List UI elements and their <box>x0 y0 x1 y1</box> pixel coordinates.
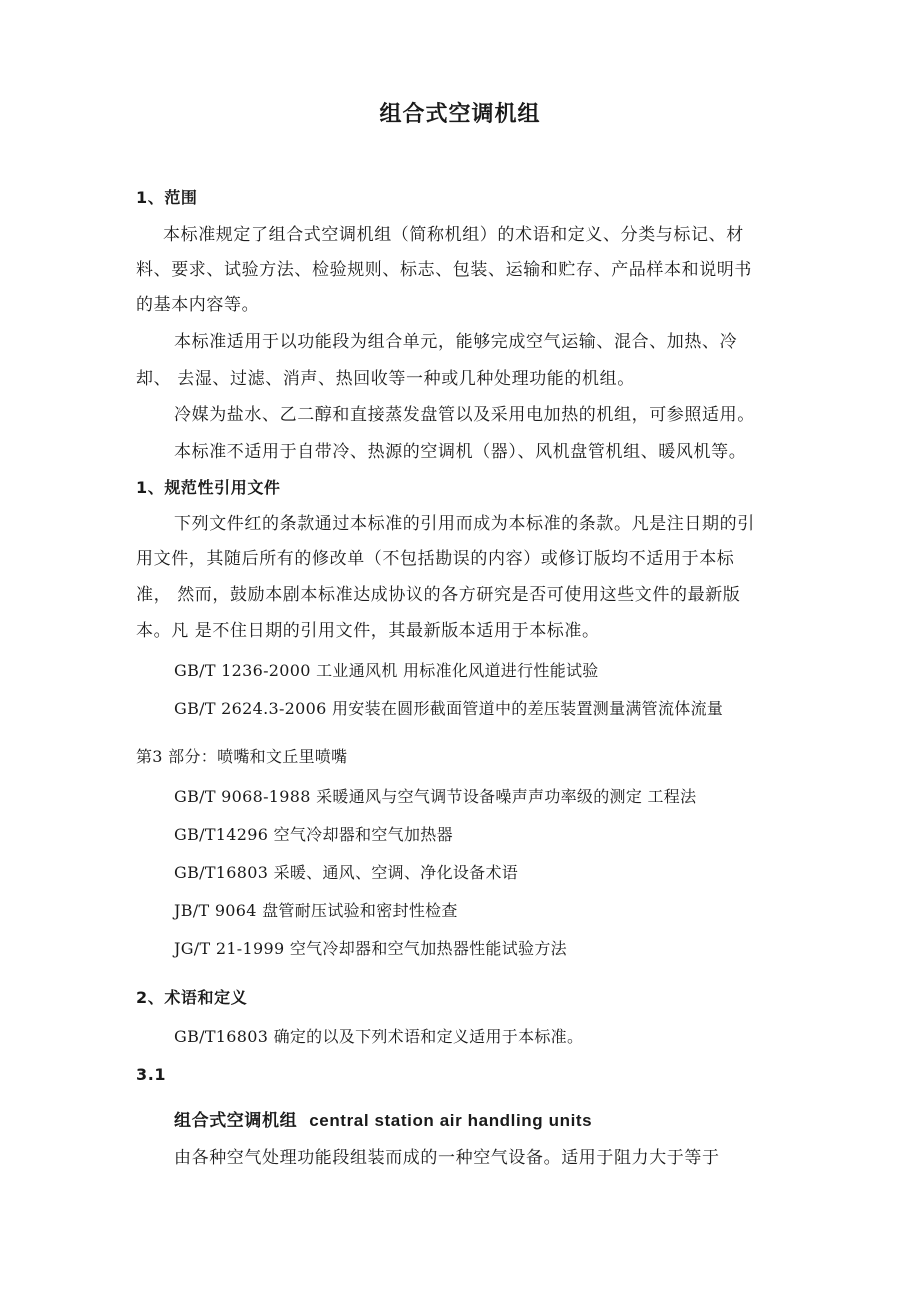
section-heading-scope: 1、范围 <box>136 188 198 207</box>
reference-item: GB/T 1236-2000 工业通风机 用标准化风道进行性能试验 <box>174 661 599 680</box>
term-definition: 由各种空气处理功能段组装而成的一种空气设备。适用于阻力大于等于 <box>174 1148 720 1168</box>
normative-paragraph-line-2: 用文件，其随后所有的修改单（不包括勘误的内容）或修订版均不适用于本标 <box>136 549 735 569</box>
normative-paragraph-line-1: 下列文件红的条款通过本标准的引用而成为本标准的条款。凡是注日期的引 <box>174 514 755 534</box>
term-chinese: 组合式空调机组 <box>174 1111 298 1131</box>
page-title: 组合式空调机组 <box>379 101 541 127</box>
clause-number: 3.1 <box>136 1065 167 1084</box>
section-heading-terms: 2、术语和定义 <box>136 988 248 1007</box>
reference-item: GB/T 2624.3-2006 用安装在圆形截面管道中的差压装置测量满管流体流量 <box>174 699 724 718</box>
reference-item: GB/T 9068-1988 采暖通风与空气调节设备噪声声功率级的测定 工程法 <box>174 787 697 806</box>
scope-paragraph-4: 本标准不适用于自带冷、热源的空调机（器）、风机盘管机组、暖风机等。 <box>174 442 747 462</box>
reference-item-continuation: 第3 部分：喷嘴和文丘里喷嘴 <box>136 747 348 766</box>
scope-paragraph-1-line-2: 料、要求、试验方法、检验规则、标志、包装、运输和贮存、产品样本和说明书 <box>136 260 752 280</box>
reference-item: JB/T 9064 盘管耐压试验和密封性检查 <box>174 901 458 920</box>
normative-paragraph-line-3: 准， 然而，鼓励本剧本标准达成协议的各方研究是否可使用这些文件的最新版 <box>136 585 741 605</box>
term-english: central station air handling units <box>309 1111 593 1130</box>
reference-item: JG/T 21-1999 空气冷却器和空气加热器性能试验方法 <box>174 939 567 958</box>
reference-item: GB/T16803 采暖、通风、空调、净化设备术语 <box>174 863 519 882</box>
scope-paragraph-3: 冷媒为盐水、乙二醇和直接蒸发盘管以及采用电加热的机组，可参照适用。 <box>174 405 755 425</box>
section-heading-normative-references: 1、规范性引用文件 <box>136 478 281 497</box>
terms-intro: GB/T16803 确定的以及下列术语和定义适用于本标准。 <box>174 1027 584 1046</box>
reference-item: GB/T14296 空气冷却器和空气加热器 <box>174 825 453 844</box>
term-heading <box>174 1110 592 1132</box>
scope-paragraph-2-line-2: 却、 去湿、过滤、消声、热回收等一种或几种处理功能的机组。 <box>136 369 635 389</box>
scope-paragraph-1-line-1: 本标准规定了组合式空调机组（简称机组）的术语和定义、分类与标记、材 <box>163 225 744 245</box>
normative-paragraph-line-4: 本。凡 是不住日期的引用文件，其最新版本适用于本标准。 <box>136 621 600 641</box>
scope-paragraph-1-line-3: 的基本内容等。 <box>136 295 260 315</box>
scope-paragraph-2-line-1: 本标准适用于以功能段为组合单元，能够完成空气运输、混合、加热、冷 <box>174 332 738 352</box>
